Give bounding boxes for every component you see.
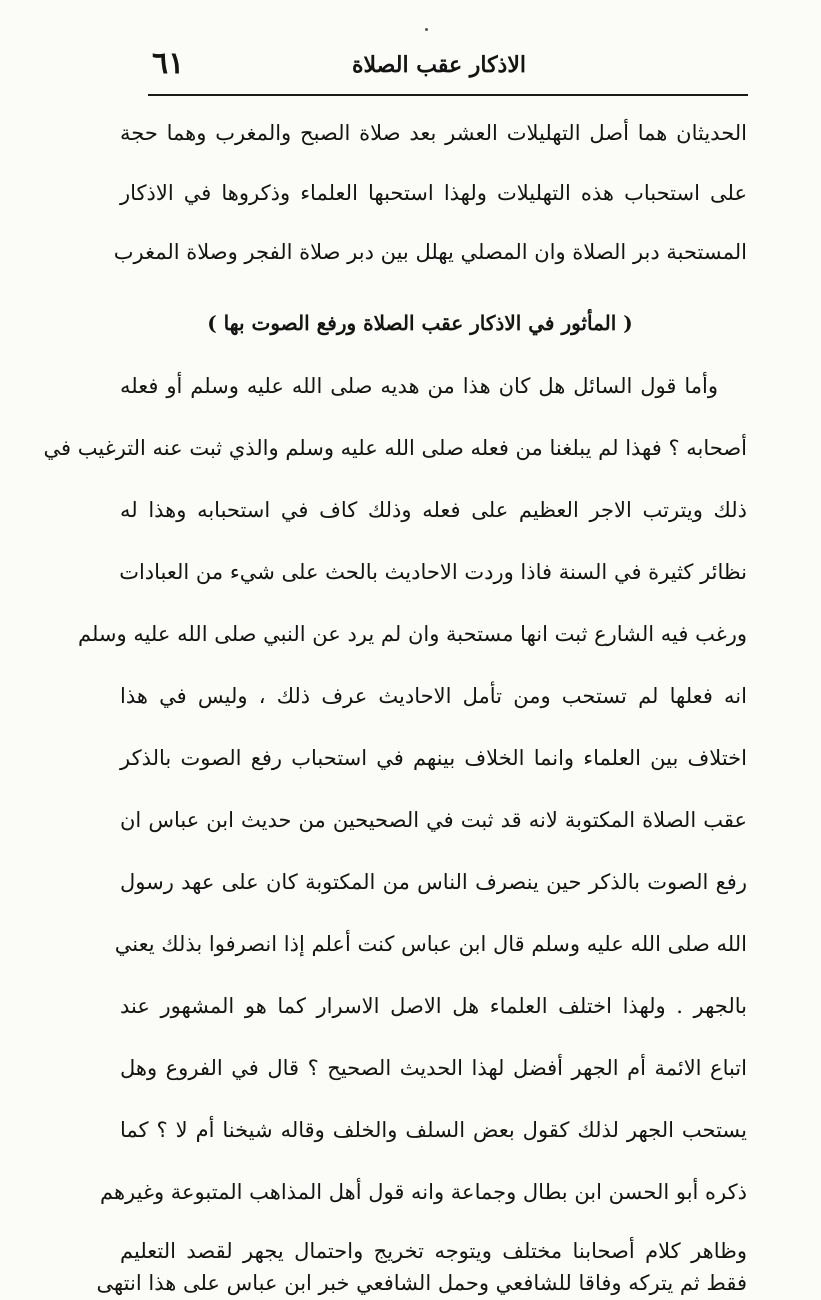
text-line: بالجهر . ولهذا اختلف العلماء هل الاصل الاسرار كما هو المشهور عند xyxy=(120,994,747,1018)
text-line: رفع الصوت بالذكر حين ينصرف الناس من المكتوبة كان على عهد رسول xyxy=(120,870,747,894)
text-line: الله صلى الله عليه وسلم قال ابن عباس كنت أعلم إذا انصرفوا بذلك يعني xyxy=(114,932,747,956)
text-line: ذكره أبو الحسن ابن بطال وجماعة وانه قول أهل المذاهب المتبوعة وغيرهم xyxy=(100,1180,747,1204)
text-line: وظاهر كلام أصحابنا مختلف ويتوجه تخريج واحتمال يجهر لقصد التعليم xyxy=(120,1239,747,1263)
page-number: ٦١ xyxy=(152,46,185,81)
text-line: على استحباب هذه التهليلات ولهذا استحبها العلماء وذكروها في الاذكار xyxy=(120,181,747,205)
text-line: عقب الصلاة المكتوبة لانه قد ثبت في الصحيحين من حديث ابن عباس ان xyxy=(120,808,747,832)
text-line: انه فعلها لم تستحب ومن تأمل الاحاديث عرف ذلك ، وليس في هذا xyxy=(120,684,747,708)
text-line: فقط ثم يتركه وفاقا للشافعي وحمل الشافعي خبر ابن عباس على هذا انتهى xyxy=(96,1271,747,1295)
paper-speck xyxy=(425,28,428,31)
text-line: ورغب فيه الشارع ثبت انها مستحبة وان لم يرد عن النبي صلى الله عليه وسلم xyxy=(78,622,747,646)
text-line: يستحب الجهر لذلك كقول بعض السلف والخلف وقاله شيخنا أم لا ؟ كما xyxy=(120,1118,747,1142)
text-line: نظائر كثيرة في السنة فاذا وردت الاحاديث بالحث على شيء من العبادات xyxy=(119,560,747,584)
header-rule xyxy=(148,94,748,96)
running-title: الاذكار عقب الصلاة xyxy=(352,52,526,78)
section-heading: ( المأثور في الاذكار عقب الصلاة ورفع الصوت بها ) xyxy=(207,311,633,335)
text-line: اختلاف بين العلماء وانما الخلاف بينهم في استحباب رفع الصوت بالذكر xyxy=(120,746,747,770)
text-line: الحديثان هما أصل التهليلات العشر بعد صلاة الصبح والمغرب وهما حجة xyxy=(120,121,747,145)
text-line: المستحبة دبر الصلاة وان المصلي يهلل بين دبر صلاة الفجر وصلاة المغرب xyxy=(113,240,747,264)
text-line: اتباع الائمة أم الجهر أفضل لهذا الحديث الصحيح ؟ قال في الفروع وهل xyxy=(120,1056,747,1080)
text-line: ذلك ويترتب الاجر العظيم على فعله وذلك كاف في استحبابه وهذا له xyxy=(120,498,747,522)
page-header xyxy=(148,44,748,90)
text-line: وأما قول السائل هل كان هذا من هديه صلى الله عليه وسلم أو فعله xyxy=(120,374,718,398)
text-line: أصحابه ؟ فهذا لم يبلغنا من فعله صلى الله عليه وسلم والذي ثبت عنه الترغيب في xyxy=(43,436,747,460)
